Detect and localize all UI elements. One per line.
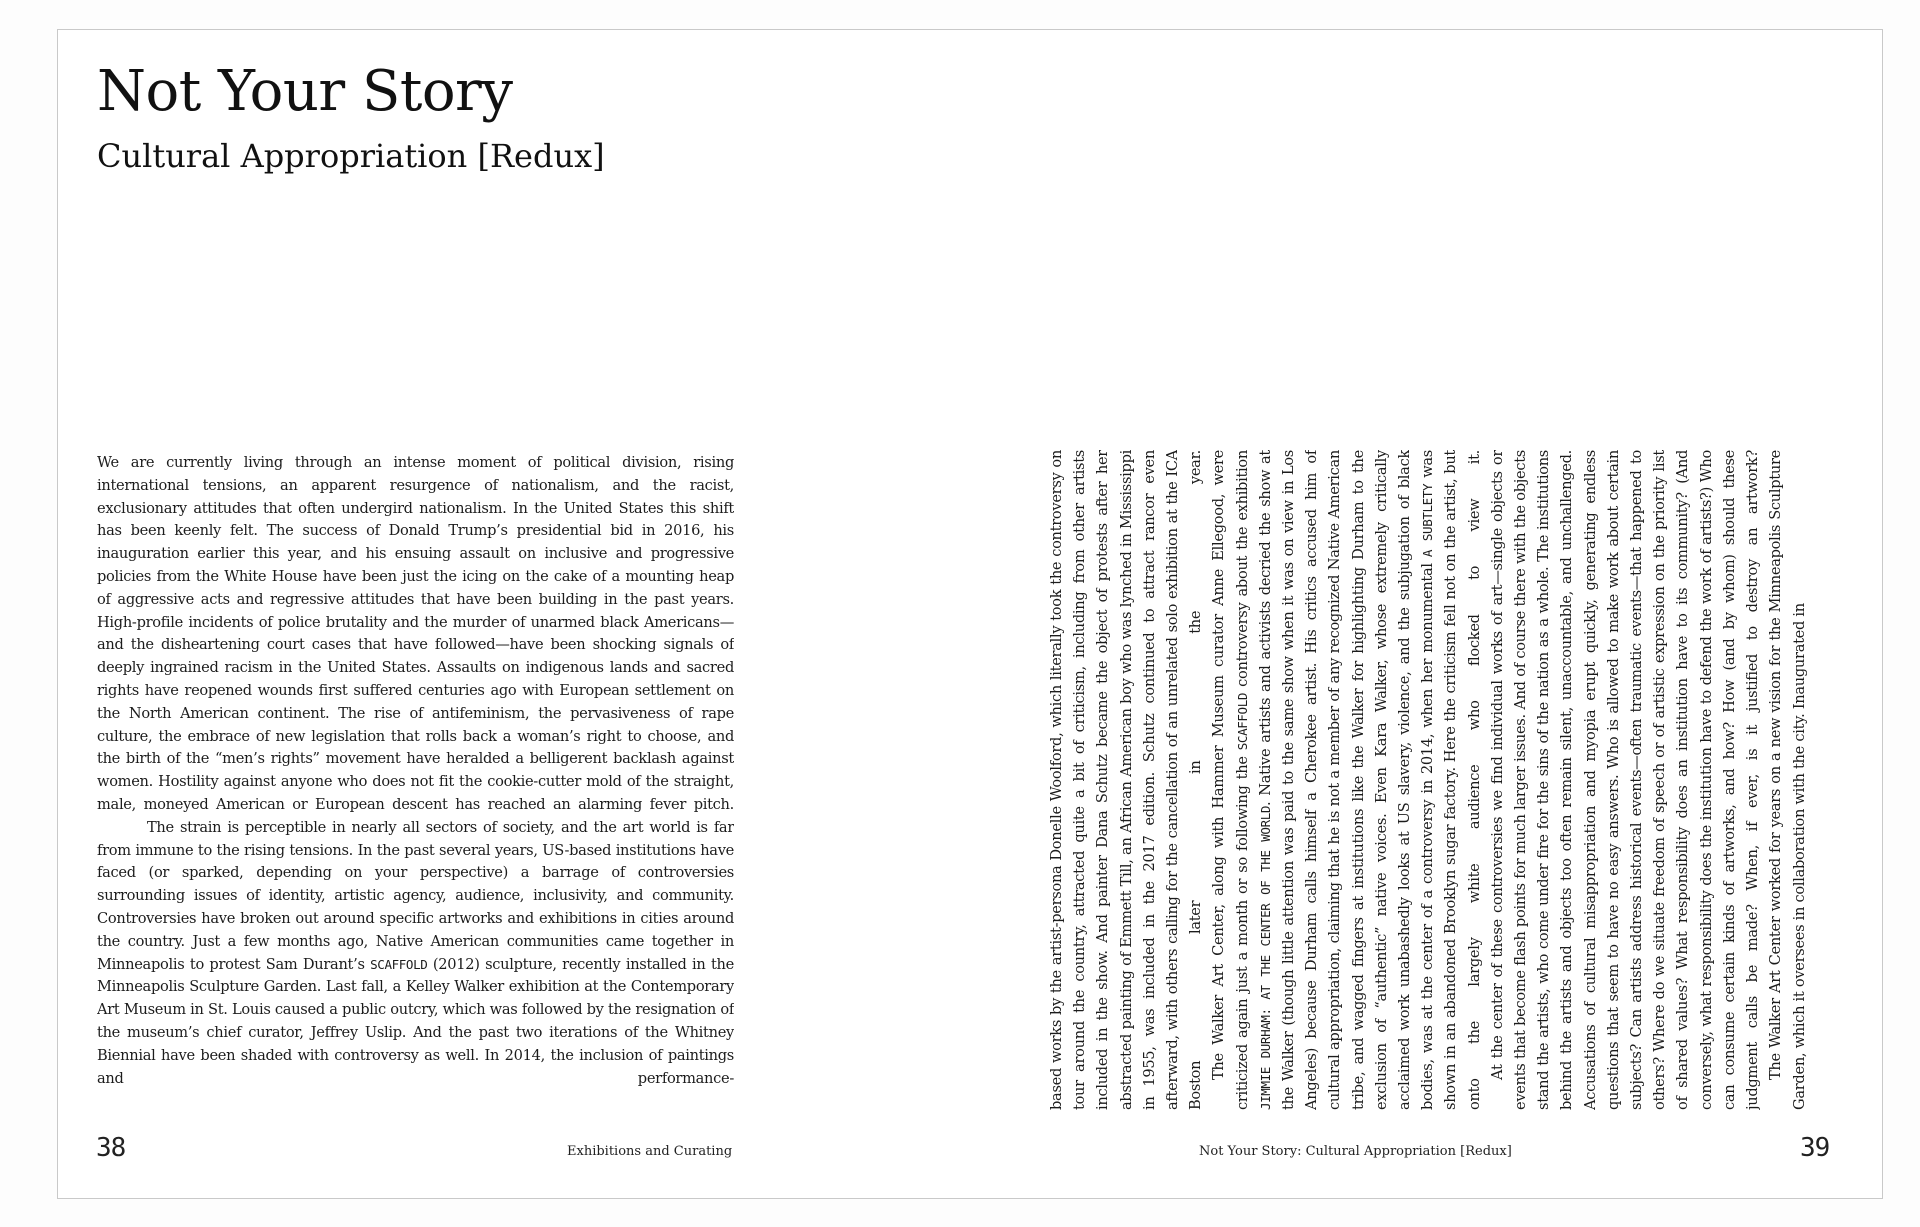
body-paragraph: The strain is perceptible in nearly all sectors of society, and the art world is far from immune to the rising tensions. In the past several years, US-based institutions have faced (or sparked, depending on your perspective) a barrage of controversies surrounding issues of identity, artistic agency, audience, inclusivity, and community. Controversies have broken out around specific artworks and exhibitions in cities around the country. Just a few months ago, Native American communities came together in Minneapolis to protest Sam Durant’s SCAFFOLD (2012) sculpture, recently installed in the Minneapolis Sculpture Garden. Last fall, a Kelley Walker exhibition at the Contemporary Art Museum in St. Louis caused a public outcry, which was followed by the resignation of the museum’s chief curator, Jeffrey Uslip. And the past two iterations of the Whitney Biennial have been shaded with controversy as well. In 2014, the inclusion of paintings and performance- <box>97 818 734 1087</box>
body-paragraph: The Walker Art Center worked for years on a new vision for the Minneapolis Sculpture Garden, which it oversees in collaboration with the city. Inaugurated in <box>1767 450 1808 1110</box>
page-number-left: 38 <box>96 1133 126 1163</box>
body-paragraph: We are currently living through an intense moment of political division, rising international tensions, an apparent resurgence of nationalism, and the racist, exclusionary attitudes that often undergird nationalism. In the United States this shift has been keenly felt. The success of Donald Trump’s presidential bid in 2016, his inauguration earlier this year, and his ensuing assault on inclusive and progressive policies from the White House have been just the icing on the cake of a mounting heap of aggressive acts and regressive attitudes that have been building in the past years. High-profile incidents of police brutality and the murder of unarmed black Americans—and the disheartening court cases that have followed—have been shocking signals of deeply ingrained racism in the United States. Assaults on indigenous lands and sacred rights have reopened wounds first suffered centuries ago with European settlement on the North American continent. The rise of antifeminism, the pervasiveness of rape culture, the embrace of new legislation that rolls back a woman’s right to choose, and the birth of the “men’s rights” movement have heralded a belligerent backlash against women. Hostility against anyone who does not fit the cookie-cutter mold of the straight, male, moneyed American or European descent has reached an alarming fever pitch. <box>97 454 734 813</box>
right-page-body-rotated <box>1045 450 1835 1110</box>
running-footer-left: Exhibitions and Curating <box>567 1144 733 1159</box>
body-paragraph: At the center of these controversies we find individual works of art—single objects or events that become flash points for much larger issues. And of course there with the objects stand the artists, who come under fire for the sins of the nation as a whole. The institutions behind the artists and objects too often remain silent, unaccountable, and unchallenged. Accusations of cultural misappropriation and myopia erupt quickly, generating endless questions that seem to have no easy answers. Who is allowed to make work about certain subjects? Can artists address historical events—often traumatic events—that happened to others? Where do we situate freedom of speech or of artistic expression on the priority list of shared values? What responsibility does an institution have to its community? (And conversely, what responsibility does the institution have to defend the work of artists?) Who can consume certain kinds of artworks, and how? How (and by whom) should these judgment calls be made? When, if ever, is it justified to destroy an artwork? <box>1488 450 1762 1110</box>
body-paragraph: based works by the artist-persona Donelle Woolford, which literally took the controversy on tour around the country, attracted quite a bit of criticism, including from other artists included in the show. And painter Dana Schutz became the object of protests after her abstracted painting of Emmett Till, an African American boy who was lynched in Mississippi in 1955, was included in the 2017 edition. Schutz continued to attract rancor even afterward, with others calling for the cancellation of an unrelated solo exhibition at the ICA Boston later in the year. <box>1048 450 1205 1110</box>
artwork-title: A SUBTLETY <box>1420 483 1436 558</box>
artwork-title: SCAFFOLD <box>1234 692 1250 751</box>
chapter-title: Not Your Story <box>97 59 513 124</box>
chapter-subtitle: Cultural Appropriation [Redux] <box>97 137 605 175</box>
artwork-title: SCAFFOLD <box>370 956 428 972</box>
artwork-title: JIMMIE DURHAM: AT THE CENTER OF THE WORLD <box>1257 805 1273 1110</box>
body-paragraph: The Walker Art Center, along with Hammer Museum curator Anne Ellegood, were criticized again just a month or so following the SCAFFOLD controversy about the exhibition JIMMIE DURHAM: AT THE CENTER OF THE WORLD. Native artists and activists decried the show at the Walker (though little attention was paid to the same show when it was on view in Los Angeles) because Durham calls himself a Cherokee artist. His critics accused him of cultural appropriation, claiming that he is not a member of any recognized Native American tribe, and wagged fingers at institutions like the Walker for highlighting Durham to the exclusion of “authentic” native voices. Even Kara Walker, whose extremely critically acclaimed work unabashedly looks at US slavery, violence, and the subjugation of black bodies, was at the center of a controversy in 2014, when her monumental A SUBTLETY was shown in an abandoned Brooklyn sugar factory. Here the criticism fell not on the artist, but onto the largely white audience who flocked to view it. <box>1210 450 1483 1110</box>
running-footer-right: Not Your Story: Cultural Appropriation [Redux] <box>1199 1144 1512 1159</box>
left-page-body <box>97 452 734 1112</box>
page-number-right: 39 <box>1800 1133 1830 1163</box>
